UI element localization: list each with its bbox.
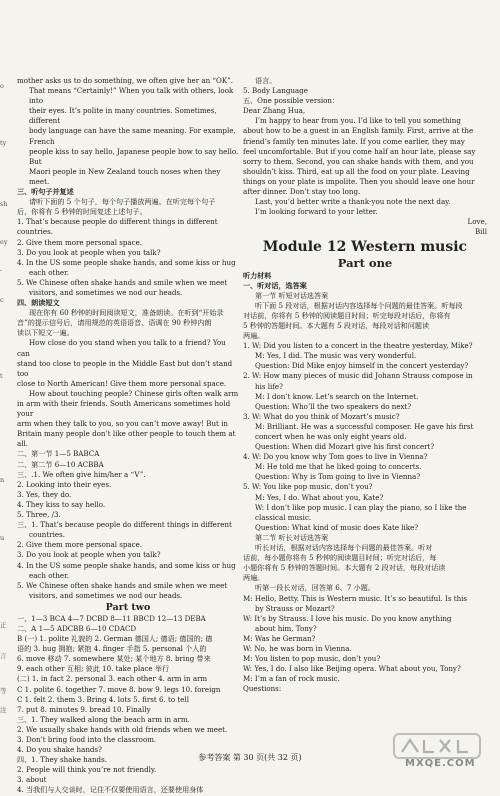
- text-line: 请听下面的 5 个句子，每个句子播放两遍。在听完每个句子: [29, 197, 216, 207]
- edge-fragment: ty: [0, 139, 7, 147]
- text-line: each other.: [29, 267, 69, 277]
- text-line: shouldn’t kiss. Third, eat up all the food on your plate. Leaving: [243, 166, 470, 176]
- right-column: [243, 76, 487, 694]
- text-line: 三、.1. We often give him/her a “V”.: [17, 469, 146, 479]
- text-line: M: Was he German?: [243, 633, 316, 643]
- text-line: Love,: [467, 217, 487, 227]
- text-line: Question: When did Mozart give his first concert?: [255, 442, 435, 452]
- watermark-text: MXQE.COM: [405, 758, 476, 769]
- text-line: Part two: [105, 601, 151, 613]
- text-line: 6. move 移动 7. somewhere 某处; 某个地方 8. bring 带来: [17, 654, 211, 664]
- text-line: close to North American! Give them more personal space.: [17, 378, 227, 388]
- text-line: 4. In the US some people shake hands, and some kiss or hug: [17, 257, 236, 267]
- text-line: Module 12 Western music: [262, 238, 468, 255]
- text-line: 读以下短文一遍。: [17, 328, 74, 338]
- text-line: 三、1. That’s because people do different things in different: [17, 520, 232, 530]
- text-line: M: Yes, I did. The music was very wonderful.: [255, 351, 417, 361]
- text-line: M: Hello, Betty. This is Western music. It’s so beautiful. Is this: [243, 593, 468, 603]
- text-line: 4. They kiss to say hello.: [17, 499, 106, 509]
- edge-fragment: t: [0, 372, 3, 380]
- text-line: 两遍。: [243, 331, 265, 341]
- text-line: (二) 1. in fact 2. personal 3. each other 4. arm in arm: [17, 674, 208, 684]
- text-line: C 1. polite 6. together 7. move 8. bow 9. legs 10. foreign: [17, 684, 221, 694]
- text-line: Bill: [474, 227, 487, 237]
- text-line: 对话前，你将有 5 秒钟的阅读题目时间；听完每段对话后，你将有: [243, 310, 451, 320]
- text-line: 四、朗读短文: [17, 298, 60, 308]
- text-line: 四、1. They shake hands.: [17, 755, 107, 765]
- text-line: 话前，每小题你将有 5 秒钟的阅读题目时间；听完对话后，每: [243, 553, 437, 563]
- text-line: Dear Zhang Hua,: [243, 106, 306, 116]
- edge-fragment: o: [0, 82, 4, 90]
- text-line: 三、1. They walked along the beach arm in arm.: [17, 714, 190, 724]
- text-line: 后，你将有 5 秒钟的时间复述上述句子。: [17, 207, 147, 217]
- text-line: 音”的提示信号后，请用规范的英语语音、语调在 90 秒钟内朗: [17, 318, 212, 328]
- text-line: M: Yes, I do. What about you, Kate?: [255, 492, 384, 502]
- text-line: Question: Why is Tom going to live in Vienna?: [255, 472, 421, 482]
- text-line: by Strauss or Mozart?: [255, 603, 335, 613]
- text-line: 小题你将有 5 秒钟的答题时间。本大题有 2 段对话，每段对话读: [243, 563, 446, 573]
- text-line: B (一) 1. polite 礼貌的 2. German 德国人; 德语; 德国的; 德: [17, 634, 213, 644]
- text-line: 二、第二节 6—10 ACBBA: [17, 459, 104, 469]
- text-line: 3. about: [17, 775, 47, 785]
- page-footer: 参考答案 第 30 页(共 32 页): [198, 753, 302, 762]
- text-line: 4. 当我们与人交谈时，记住不仅要使用语言，还要使用身体: [17, 785, 204, 795]
- text-line: 3. Do you look at people when you talk?: [17, 247, 161, 257]
- text-line: M: You listen to pop music, don’t you?: [243, 654, 381, 664]
- edge-fragment: c: [0, 296, 4, 304]
- text-line: 第一节 听短对话选答案: [255, 290, 329, 300]
- text-line: 听第一段长对话，回答第 6、7 小题。: [255, 583, 375, 593]
- text-line: 7. put 8. minutes 9. bread 10. Finally: [17, 704, 151, 714]
- text-line: 5. Body Language: [243, 86, 308, 96]
- text-line: mother asks us to do something, we often give her an “OK”.: [17, 76, 234, 85]
- edge-fragment: 注: [0, 706, 7, 714]
- text-line: 2. Give them more personal space.: [17, 540, 143, 550]
- text-line: C 1. felt 2. them 3. Bring 4. lots 5. first 6. to tell: [17, 694, 189, 704]
- text-line: classical music.: [255, 512, 312, 522]
- text-line: his life?: [255, 381, 283, 391]
- text-line: 1. W: Did you listen to a concert in the theatre yesterday, Mike?: [243, 341, 473, 351]
- text-line: How about touching people? Chinese girls often walk arm: [29, 388, 239, 398]
- text-line: stand too close to people in the Middle East but don’t stand too: [17, 358, 233, 378]
- text-line: in arm with their friends. South Americans sometimes hold your: [17, 399, 231, 419]
- edge-fragment: sh: [0, 200, 8, 208]
- text-line: 二、第一节 1—5 BABCA: [17, 449, 100, 459]
- text-line: 语的 3. hug 拥抱; 紧抱 4. finger 手指 5. personal 个人的: [17, 644, 207, 654]
- text-line: Question: Who’ll the two speakers do next?: [255, 401, 412, 411]
- text-line: W: Yes, I do. I also like Beijing opera. What about you, Tony?: [243, 664, 461, 674]
- text-line: Britain many people don’t like other people to touch them at all.: [17, 429, 236, 449]
- edge-fragment: -: [0, 266, 3, 274]
- text-line: 2. Give them more personal space.: [17, 237, 143, 247]
- text-line: M: He told me that he liked going to concerts.: [255, 462, 422, 472]
- text-line: 语言。: [255, 76, 277, 85]
- text-line: things on your plate is impolite. Then you should leave one hour: [243, 176, 475, 186]
- text-line: 三、听句子并复述: [17, 187, 74, 197]
- text-line: I’m happy to hear from you. I’d like to tell you something: [255, 116, 461, 126]
- text-line: 3. W: What do you think of Mozart’s music?: [243, 411, 400, 421]
- text-line: 3. Do you look at people when you talk?: [17, 550, 161, 560]
- text-line: 4. In the US some people shake hands, and some kiss or hug: [17, 560, 236, 570]
- edge-fragment: 言: [0, 652, 7, 660]
- text-line: countries.: [29, 530, 65, 540]
- text-line: 9. each other 互相; 彼此 10. take place 举行: [17, 664, 170, 674]
- text-line: concert when he was only eight years old.: [255, 432, 407, 441]
- text-line: 一、听对话，选答案: [243, 280, 307, 290]
- text-line: sorry to them. Second, you can shake hands with them, and you: [243, 156, 474, 166]
- text-line: How close do you stand when you talk to a friend? You can: [17, 338, 226, 358]
- text-line: Question: What kind of music does Kate like?: [255, 522, 419, 532]
- text-line: 一、1—3 BCA 4—7 DCBD 8—11 BBCD 12—13 DEBA: [17, 613, 206, 623]
- text-line: 第二节 听长对话选答案: [255, 532, 329, 542]
- edge-fragment: ey: [0, 238, 8, 246]
- text-line: feel uncomfortable. But if you come half an hour late, please say: [243, 146, 476, 156]
- text-line: 5 秒钟的答题时间。本大题有 5 段对话，每段对话和问题读: [243, 320, 430, 330]
- edge-fragment: 等: [0, 687, 7, 695]
- text-line: Question: Did Mike enjoy himself in the concert yesterday?: [255, 361, 469, 371]
- text-line: M: I’m a fan of rock music.: [243, 674, 340, 684]
- text-line: W: It’s by Strauss. I love his music. Do you know anything: [243, 613, 452, 623]
- text-line: M: I don’t know. Let’s search on the Internet.: [255, 391, 419, 401]
- left-column: [17, 76, 239, 796]
- text-line: 五、One possible version：: [243, 96, 340, 106]
- text-line: That means “Certainly!” When you talk with others, look into: [29, 86, 234, 106]
- edge-fragment: u: [0, 534, 5, 542]
- text-line: Part one: [337, 255, 393, 270]
- text-line: 听力材料: [243, 270, 272, 280]
- text-line: 听下面 5 段对话，根据对话内容选择每个问题的最佳答案。听每段: [255, 300, 463, 310]
- text-line: 听长对话，根据对话内容选择每个问题的最佳答案。听对: [255, 543, 433, 553]
- text-line: 5. Three, /3.: [17, 510, 61, 520]
- text-line: W: No, he was born in Vienna.: [243, 643, 352, 653]
- text-line: friend’s family ten minutes late. If you come earlier, they may: [243, 136, 465, 146]
- text-line: 1. That’s because people do different things in different countries.: [17, 217, 218, 237]
- text-line: 2. We usually shake hands with old friends when we meet.: [17, 724, 228, 734]
- edge-fragment: n: [0, 476, 5, 484]
- text-line: 2. People will think you’re not friendly.: [17, 765, 157, 775]
- text-line: 4. Do you shake hands?: [17, 745, 102, 755]
- text-line: Maori people in New Zealand touch noses when they meet.: [29, 166, 221, 186]
- text-line: 两遍。: [243, 573, 265, 583]
- text-line: I’m looking forward to your letter.: [255, 207, 378, 217]
- text-line: body language can have the same meaning. For example, French: [29, 126, 236, 146]
- text-line: people kiss to say hello, Japanese people bow to say hello. But: [29, 146, 239, 166]
- text-line: 3. Yes, they do.: [17, 489, 72, 499]
- text-line: W: I don’t like pop music. I can play the piano, so I like the: [255, 502, 467, 512]
- text-line: Questions:: [243, 684, 282, 694]
- text-line: 5. W: You like pop music, don’t you?: [243, 482, 373, 492]
- text-line: about how to be a guest in an English family. First, arrive at the: [243, 126, 474, 136]
- text-line: their eyes. It’s polite in many countries. Sometimes, different: [29, 106, 217, 126]
- text-line: 3. Don’t bring food into the classroom.: [17, 735, 157, 744]
- text-line: 现在你有 60 秒钟的时间阅读短文，准备朗读。在听到“开始录: [29, 308, 224, 318]
- text-line: 4. W: Do you know why Tom goes to live in Vienna?: [243, 452, 428, 462]
- text-line: about him, Tony?: [255, 623, 317, 633]
- text-line: 2. Looking into their eyes.: [17, 479, 112, 489]
- text-line: Last, you’d better write a thank-you note the next day.: [255, 197, 451, 207]
- text-line: after dinner. Don’t stay too long.: [243, 187, 361, 197]
- text-line: visitors, and sometimes we nod our heads.: [29, 590, 183, 600]
- text-line: 2. W: How many pieces of music did Johann Strauss compose in: [243, 371, 473, 381]
- text-line: M: Brilliant. He was a successful composer. He gave his first: [255, 421, 474, 431]
- text-line: 5. We Chinese often shake hands and smile when we meet: [17, 580, 228, 590]
- edge-fragment: 正: [0, 621, 7, 629]
- text-line: 二、A 1—5 ADCBB 6—10 CDACD: [17, 623, 137, 633]
- text-line: arm when they talk to you, so you can’t move away! But in: [17, 419, 229, 429]
- text-line: 5. We Chinese often shake hands and smile when we meet: [17, 277, 228, 287]
- text-line: visitors, and sometimes we nod our heads.: [29, 287, 183, 297]
- text-line: each other.: [29, 570, 69, 580]
